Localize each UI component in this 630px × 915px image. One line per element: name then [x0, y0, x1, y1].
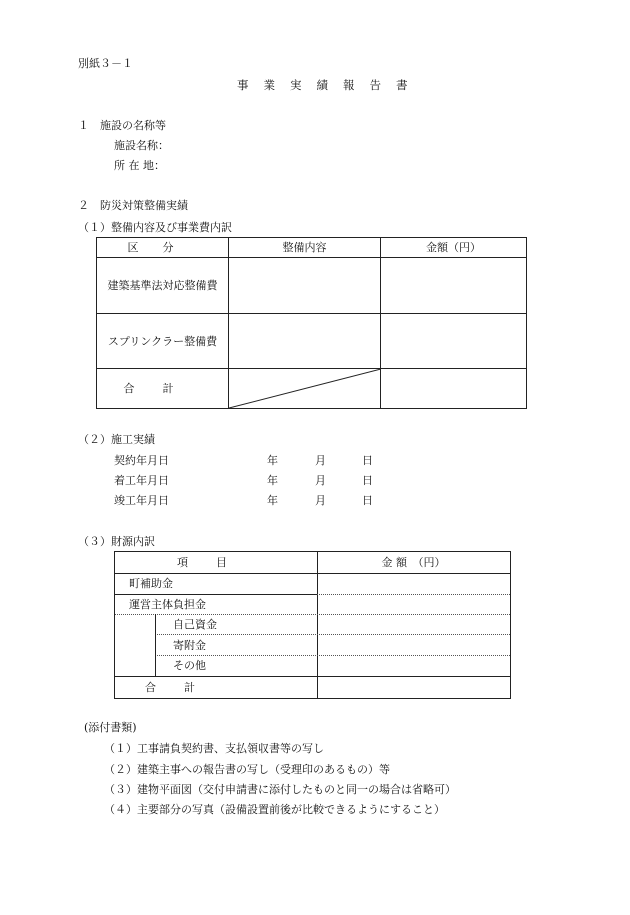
sub3-heading: （３）財源内訳 [78, 535, 155, 548]
row-operator-burden: 運営主体負担金 [129, 598, 206, 611]
annex-label: 別紙３－１ [78, 57, 133, 70]
month-label: 月 [315, 494, 326, 507]
attachments-heading: (添付書類) [84, 721, 137, 734]
cell-content [229, 314, 381, 369]
document-title: 事業実績報告書 [237, 78, 423, 92]
day-label: 日 [362, 494, 373, 507]
sub1-heading: （１）整備内容及び事業費内訳 [78, 221, 232, 234]
col-header-amount: 金 額 （円） [381, 556, 446, 569]
row-total: 合計 [145, 681, 223, 694]
facility-name-label: 施設名称： [114, 139, 169, 152]
row-own-funds: 自己資金 [173, 618, 217, 631]
section1-heading: １ 施設の名称等 [78, 119, 166, 132]
row-label-total: 合計 [97, 369, 229, 409]
start-date-label: 着工年月日 [114, 474, 169, 487]
year-label: 年 [267, 494, 278, 507]
diagonal-line [229, 369, 381, 409]
col-header-amount: 金額（円） [381, 238, 527, 258]
month-label: 月 [315, 454, 326, 467]
day-label: 日 [362, 454, 373, 467]
row-label-sprinkler: スプリンクラー整備費 [97, 314, 229, 369]
col-header-category: 区分 [97, 238, 229, 258]
table-row [97, 258, 527, 314]
contract-date-label: 契約年月日 [114, 454, 169, 467]
col-header-item: 項目 [177, 556, 255, 569]
section2-heading: ２ 防災対策整備実績 [78, 199, 188, 212]
cell-amount [381, 369, 527, 409]
day-label: 日 [362, 474, 373, 487]
row-donation: 寄附金 [173, 639, 206, 652]
cell-amount [381, 314, 527, 369]
cell-content [229, 258, 381, 314]
funding-table [114, 551, 511, 699]
table-row [97, 369, 527, 409]
location-label: 所 在 地： [114, 159, 165, 172]
attachment-item: （４）主要部分の写真（設備設置前後が比較できるようにすること） [104, 803, 445, 816]
cell-amount [381, 258, 527, 314]
cost-breakdown-table [96, 237, 527, 409]
row-town-subsidy: 町補助金 [129, 577, 173, 590]
attachment-item: （３）建物平面図（交付申請書に添付したものと同一の場合は省略可） [104, 783, 456, 796]
year-label: 年 [267, 474, 278, 487]
attachment-item: （１）工事請負契約書、支払領収書等の写し [104, 742, 324, 755]
month-label: 月 [315, 474, 326, 487]
row-label-building-code: 建築基準法対応整備費 [97, 258, 229, 314]
diagonal-cell [229, 369, 381, 409]
sub2-heading: （２）施工実績 [78, 433, 155, 446]
completion-date-label: 竣工年月日 [114, 494, 169, 507]
col-header-content: 整備内容 [229, 238, 381, 258]
attachment-item: （２）建築主事への報告書の写し（受理印のあるもの）等 [104, 763, 390, 776]
table-row [97, 314, 527, 369]
year-label: 年 [267, 454, 278, 467]
row-other: その他 [173, 659, 206, 672]
